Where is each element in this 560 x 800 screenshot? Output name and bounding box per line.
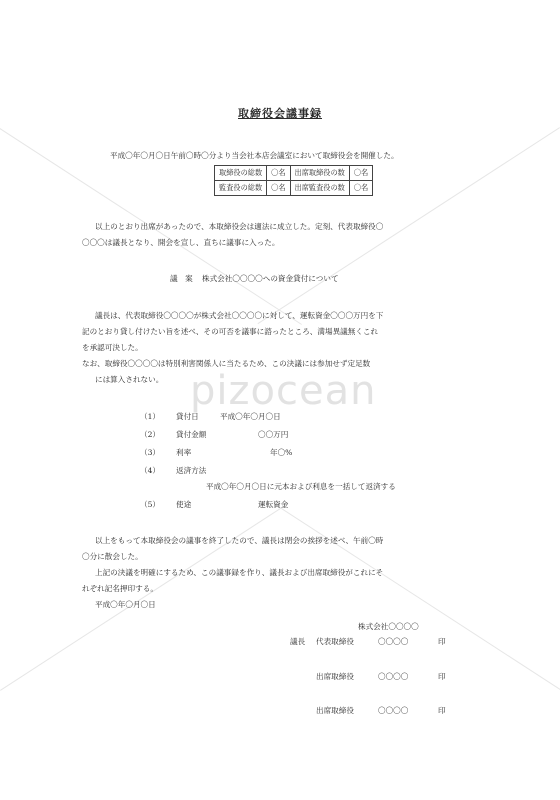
item-label: 貸付金額	[176, 430, 207, 439]
signature-prefix: 議長	[290, 637, 306, 646]
item-value: 平成〇年〇月〇日	[220, 412, 281, 421]
body-line: を承認可決した。	[82, 343, 143, 352]
table-cell: 出席監査役の数	[290, 181, 349, 196]
item-value: 年〇%	[270, 448, 293, 457]
intro-line: 平成〇年〇月〇日午前〇時〇分より当会社本店会議室において取締役会を開催した。	[110, 151, 399, 160]
company-name: 株式会社〇〇〇〇	[358, 622, 419, 631]
agenda-text: 株式会社〇〇〇〇への資金貸付について	[202, 274, 339, 283]
seal-mark: 印	[438, 637, 446, 646]
body-line: には算入されない。	[95, 375, 164, 384]
closing-line: 上記の決議を明確にするため、この議事録を作り、議長および出席取締役がこれにそ	[95, 568, 384, 577]
opening-line: 以上のとおり出席があったので、本取締役会は適法に成立した。定刻、代表取締役〇	[95, 222, 384, 231]
signature-name: 〇〇〇〇	[378, 672, 409, 681]
table-row	[215, 181, 373, 196]
seal-mark: 印	[438, 672, 446, 681]
signature-name: 〇〇〇〇	[378, 706, 409, 715]
closing-line: 〇分に散会した。	[82, 552, 143, 561]
item-number: （1）	[140, 412, 161, 421]
seal-mark: 印	[438, 706, 446, 715]
item-label: 返済方法	[176, 466, 207, 475]
item-number: （2）	[140, 430, 161, 439]
table-cell: 〇名	[267, 166, 290, 181]
table-cell: 取締役の総数	[215, 166, 267, 181]
item-number: （4）	[140, 466, 161, 475]
attendance-table	[214, 165, 373, 196]
document-date: 平成〇年〇月〇日	[95, 600, 156, 609]
body-line: 議長は、代表取締役〇〇〇〇が株式会社〇〇〇〇に対して、運転資金〇〇〇万円を下	[95, 311, 384, 320]
table-cell: 〇名	[349, 166, 372, 181]
item-number: （5）	[140, 500, 161, 509]
item-value: 〇〇万円	[258, 430, 289, 439]
closing-line: れぞれ記名押印する。	[82, 584, 158, 593]
opening-line: 〇〇〇は議長となり、開会を宣し、直ちに議事に入った。	[82, 238, 280, 247]
body-line: 記のとおり貸し付けたい旨を述べ、その可否を議事に諮ったところ、満場異議無くこれ	[82, 327, 379, 336]
table-cell: 〇名	[267, 181, 290, 196]
item-label: 貸付日	[176, 412, 199, 421]
repayment-text: 平成〇年〇月〇日に元本および利息を一括して返済する	[206, 482, 396, 491]
signature-role: 代表取締役	[316, 637, 354, 646]
signature-role: 出席取締役	[316, 672, 354, 681]
closing-line: 以上をもって本取締役会の議事を終了したので、議長は閉会の挨拶を述べ、午前〇時	[95, 536, 384, 545]
table-cell: 〇名	[349, 181, 372, 196]
signature-role: 出席取締役	[316, 706, 354, 715]
watermark-line	[0, 505, 286, 691]
table-cell: 出席取締役の数	[290, 166, 349, 181]
item-value: 運転資金	[258, 500, 289, 509]
watermark-line	[275, 504, 560, 690]
signature-name: 〇〇〇〇	[378, 637, 409, 646]
watermark: pizocean	[190, 368, 377, 414]
table-row	[215, 166, 373, 181]
item-label: 使途	[176, 500, 192, 509]
item-label: 利率	[176, 448, 192, 457]
body-line: なお、取締役〇〇〇〇は特別利害関係人に当たるため、この決議には参加せず定足数	[82, 359, 371, 368]
table-cell: 監査役の総数	[215, 181, 267, 196]
item-number: （3）	[140, 448, 161, 457]
agenda-label: 議 案	[170, 274, 193, 283]
document-title: 取締役会議事録	[238, 107, 322, 120]
